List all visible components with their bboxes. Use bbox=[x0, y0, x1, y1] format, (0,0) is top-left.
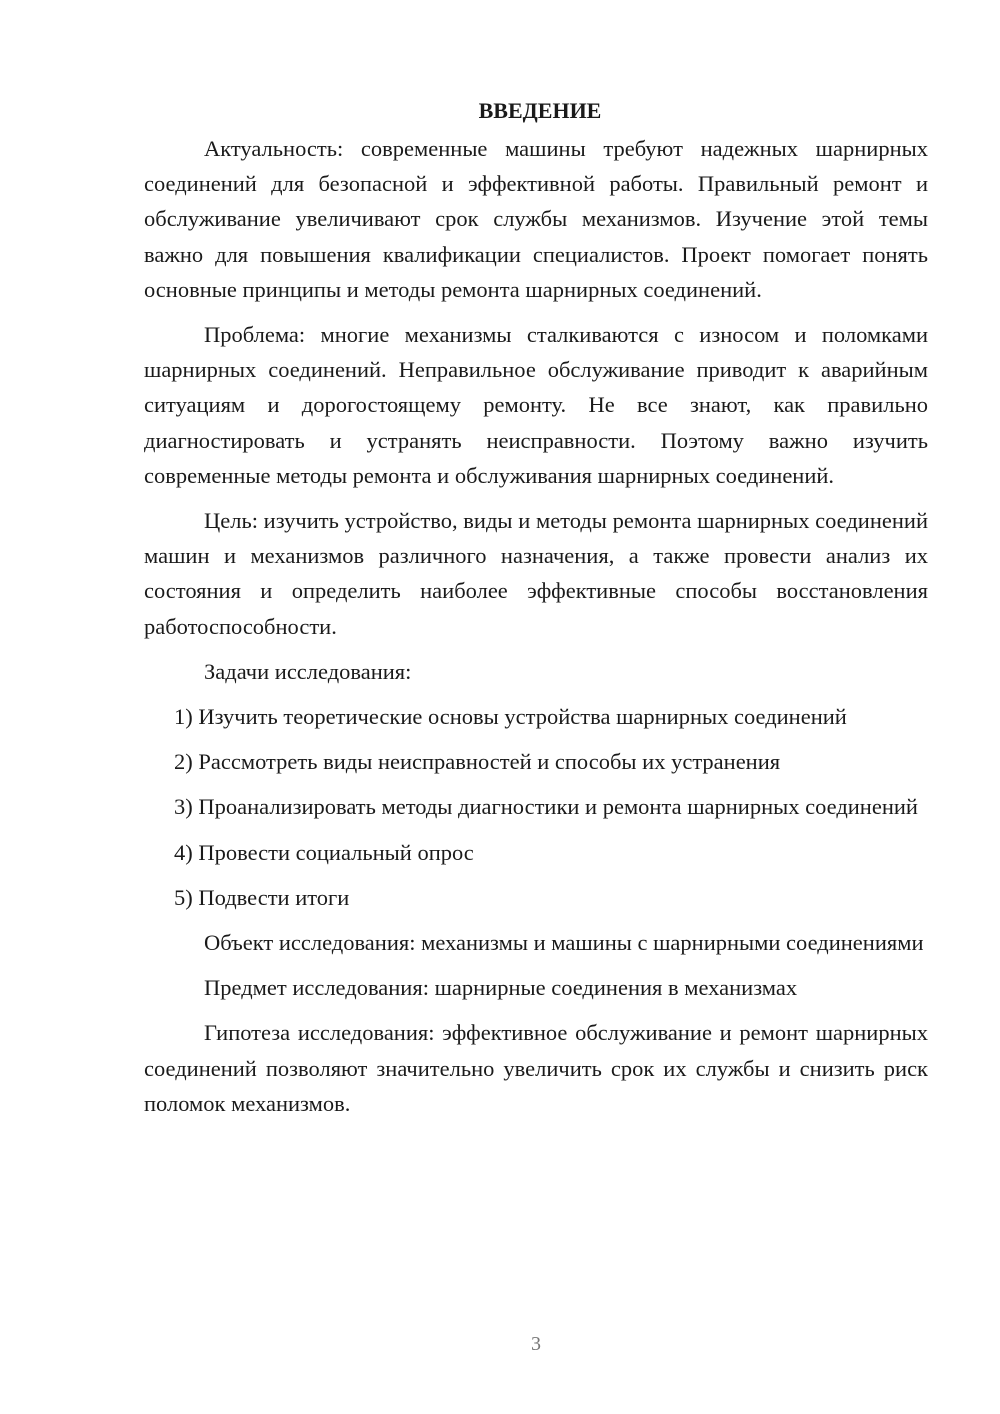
hypothesis-paragraph: Гипотеза исследования: эффективное обслуживание и ремонт шарнирных соединений позволяют значительно увеличить срок их службы и снизить риск поломок механизмов. bbox=[144, 1020, 928, 1116]
section-title: ВВЕДЕНИЕ bbox=[478, 98, 602, 123]
task-item-3: 3) Проанализировать методы диагностики и ремонта шарнирных соединений bbox=[174, 794, 918, 820]
page-number: 3 bbox=[531, 1333, 541, 1355]
goal-paragraph: Цель: изучить устройство, виды и методы ремонта шарнирных соединений машин и механизмов различного назначения, а также провести анализ их состояния и определить наиболее эффективные способы восстановления работоспособности. bbox=[144, 508, 928, 639]
page-content bbox=[144, 95, 928, 1131]
object-paragraph: Объект исследования: механизмы и машины с шарнирными соединениями bbox=[204, 930, 924, 956]
task-item-2: 2) Рассмотреть виды неисправностей и способы их устранения bbox=[174, 749, 781, 775]
subject-paragraph: Предмет исследования: шарнирные соединения в механизмах bbox=[204, 975, 798, 1001]
task-item-1: 1) Изучить теоретические основы устройства шарнирных соединений bbox=[174, 704, 847, 730]
relevance-paragraph: Актуальность: современные машины требуют надежных шарнирных соединений для безопасной и эффективной работы. Правильный ремонт и обслуживание увеличивают срок службы механизмов. Изучение этой темы важно для повышения квалификации специалистов. Проект помогает понять основные принципы и методы ремонта шарнирных соединений. bbox=[144, 136, 928, 302]
task-item-5: 5) Подвести итоги bbox=[174, 884, 350, 910]
task-item-4: 4) Провести социальный опрос bbox=[174, 839, 474, 865]
problem-paragraph: Проблема: многие механизмы сталкиваются с износом и поломками шарнирных соединений. Неправильное обслуживание приводит к аварийным ситуациям и дорогостоящему ремонту. Не все знают, как правильно диагностировать и устранять неисправности. Поэтому важно изучить современные методы ремонта и обслуживания шарнирных соединений. bbox=[144, 322, 928, 488]
tasks-heading: Задачи исследования: bbox=[204, 658, 412, 684]
